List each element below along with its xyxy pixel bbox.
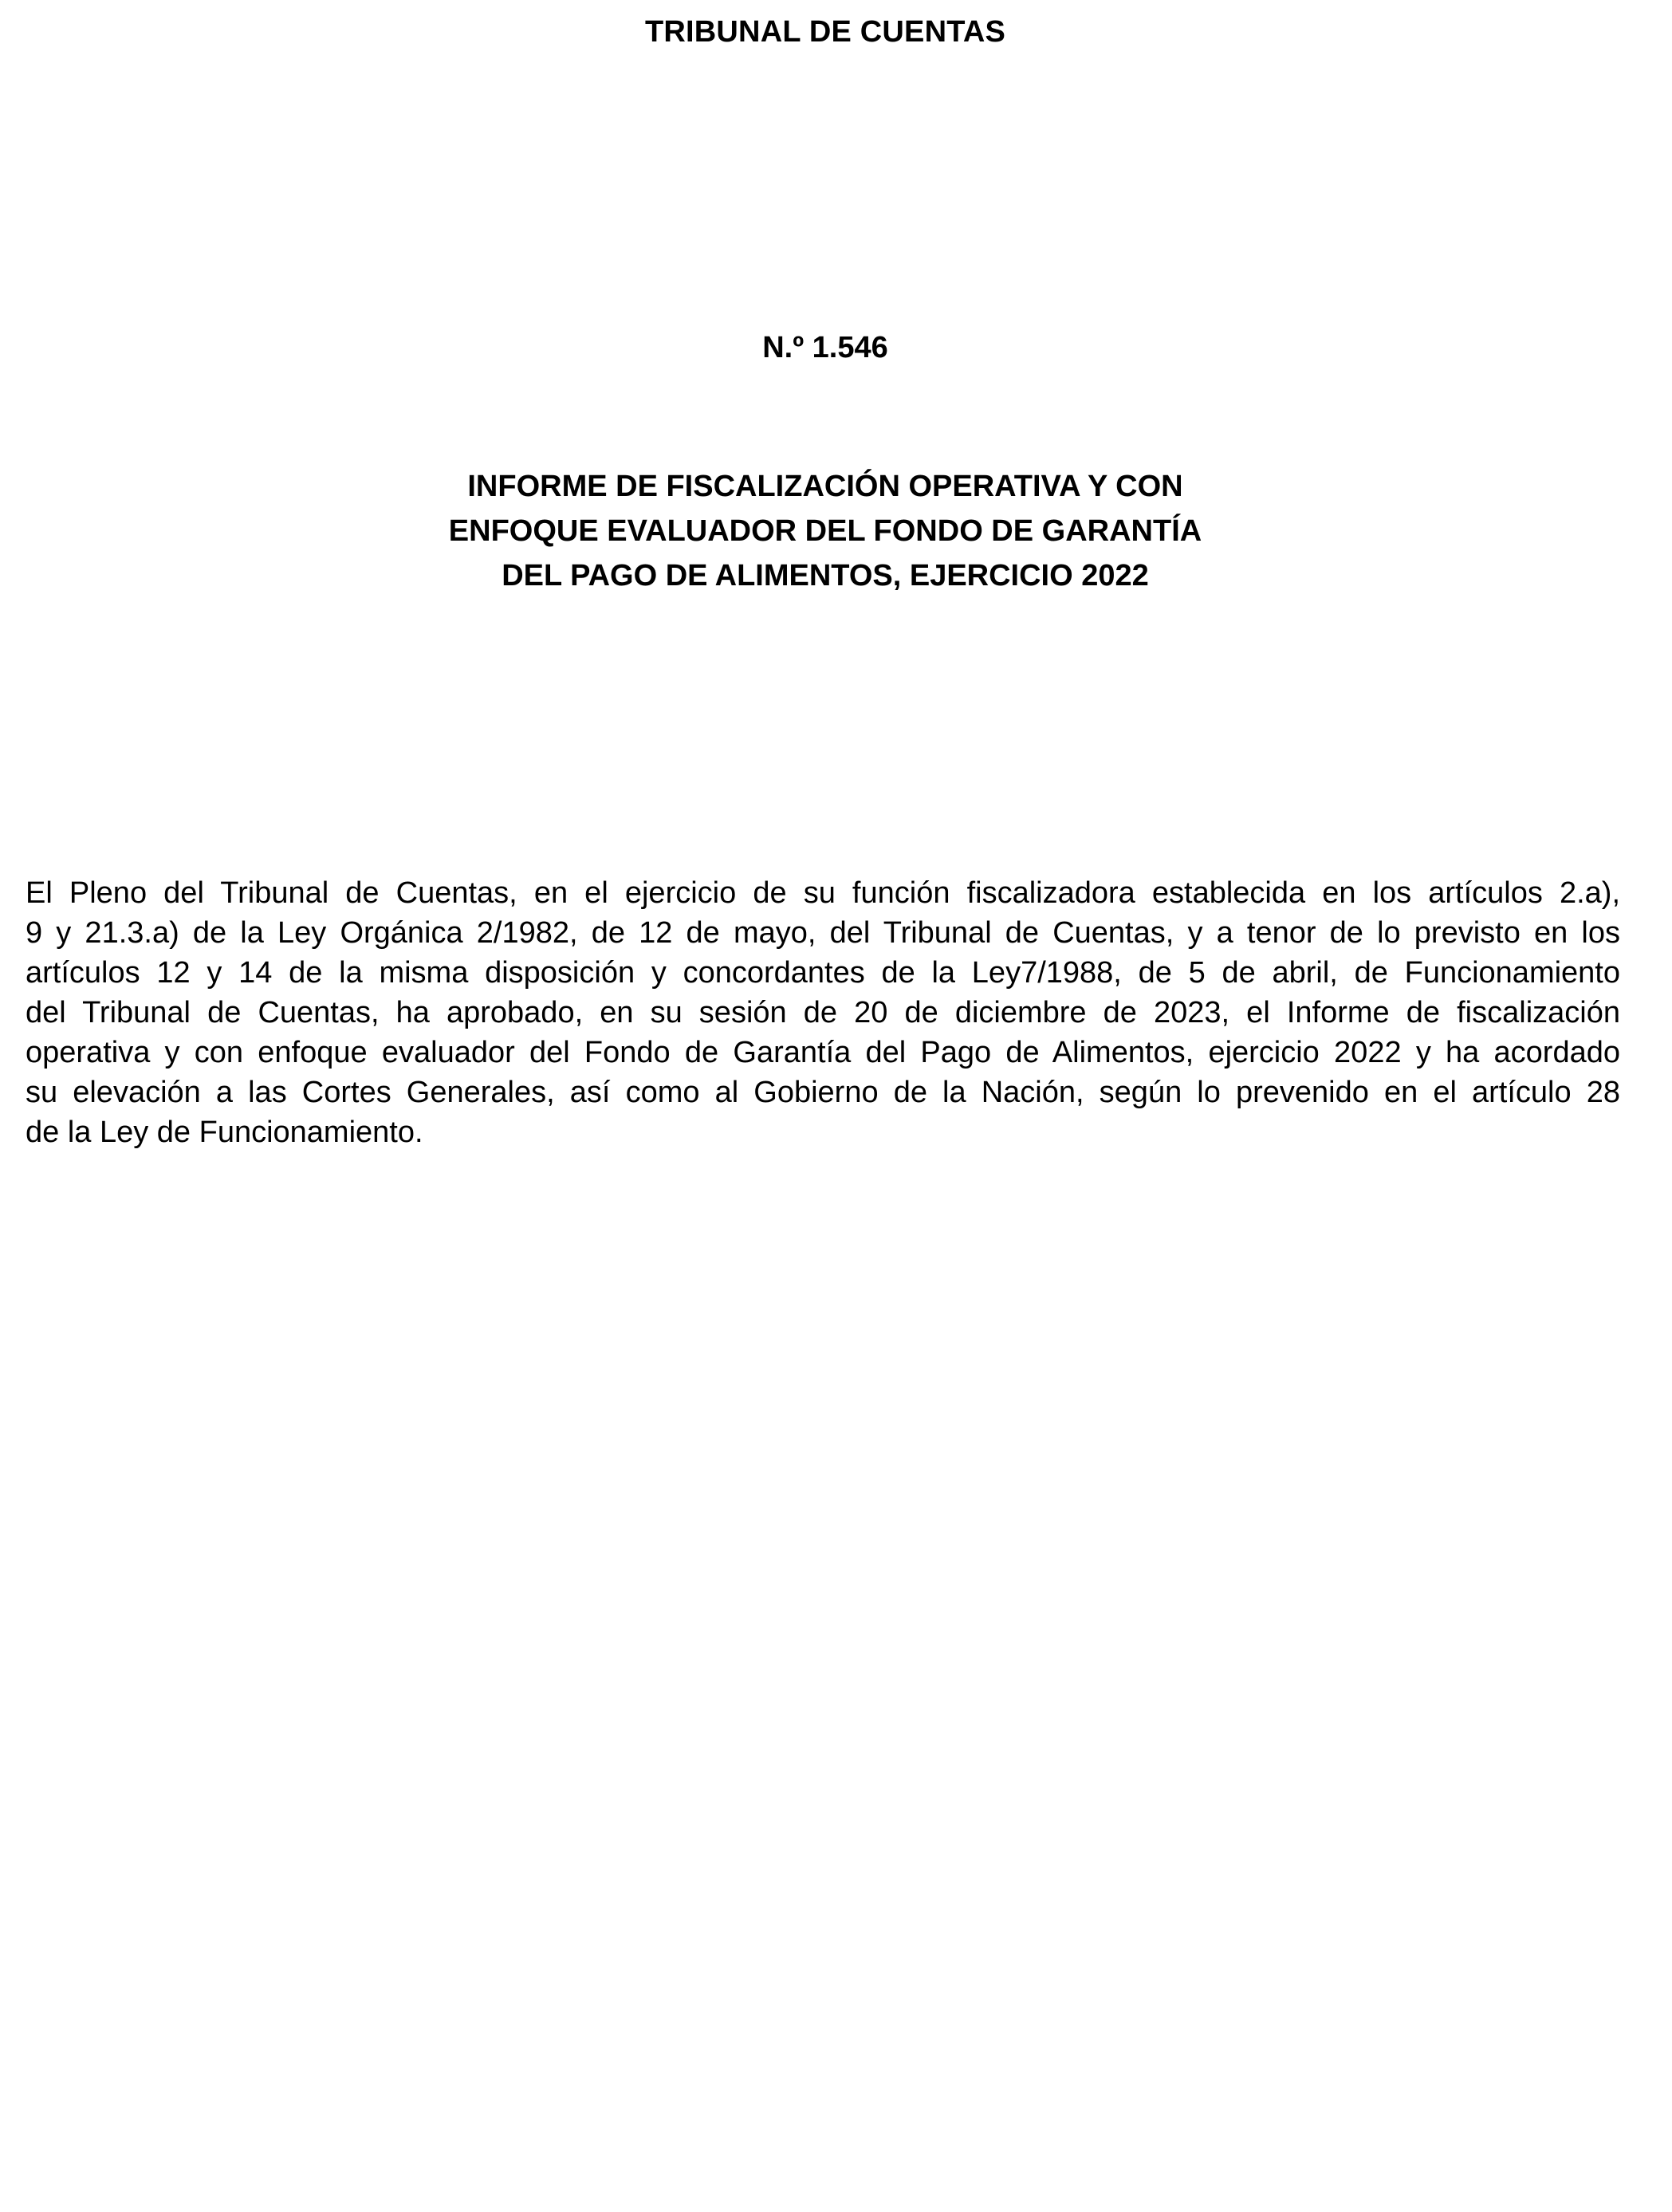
report-title-line: INFORME DE FISCALIZACIÓN OPERATIVA Y CON: [467, 470, 1183, 503]
report-title-line: ENFOQUE EVALUADOR DEL FONDO DE GARANTÍA: [448, 514, 1202, 548]
body-paragraph: [26, 873, 1620, 1152]
body-line: El Pleno del Tribunal de Cuentas, en el ejercicio de su función fiscalizadora establecida en los artículos 2.a),: [26, 876, 1620, 910]
institution-header: TRIBUNAL DE CUENTAS: [644, 15, 1006, 49]
body-line: de la Ley de Funcionamiento.: [26, 1116, 423, 1149]
body-line: artículos 12 y 14 de la misma disposición y concordantes de la Ley7/1988, de 5 de abril, de Funcionamiento: [26, 956, 1620, 990]
body-line: su elevación a las Cortes Generales, así como al Gobierno de la Nación, según lo prevenido en el artículo 28: [26, 1076, 1620, 1109]
report-title: [0, 464, 1650, 598]
body-line: del Tribunal de Cuentas, ha aprobado, en su sesión de 20 de diciembre de 2023, el Informe de fiscalización: [26, 996, 1620, 1029]
report-title-line: DEL PAGO DE ALIMENTOS, EJERCICIO 2022: [502, 559, 1149, 592]
report-number: N.º 1.546: [762, 331, 888, 364]
body-line: 9 y 21.3.a) de la Ley Orgánica 2/1982, de 12 de mayo, del Tribunal de Cuentas, y a tenor de lo previsto en los: [26, 916, 1620, 950]
body-line: operativa y con enfoque evaluador del Fondo de Garantía del Pago de Alimentos, ejercicio 2022 y ha acordado: [26, 1036, 1620, 1069]
